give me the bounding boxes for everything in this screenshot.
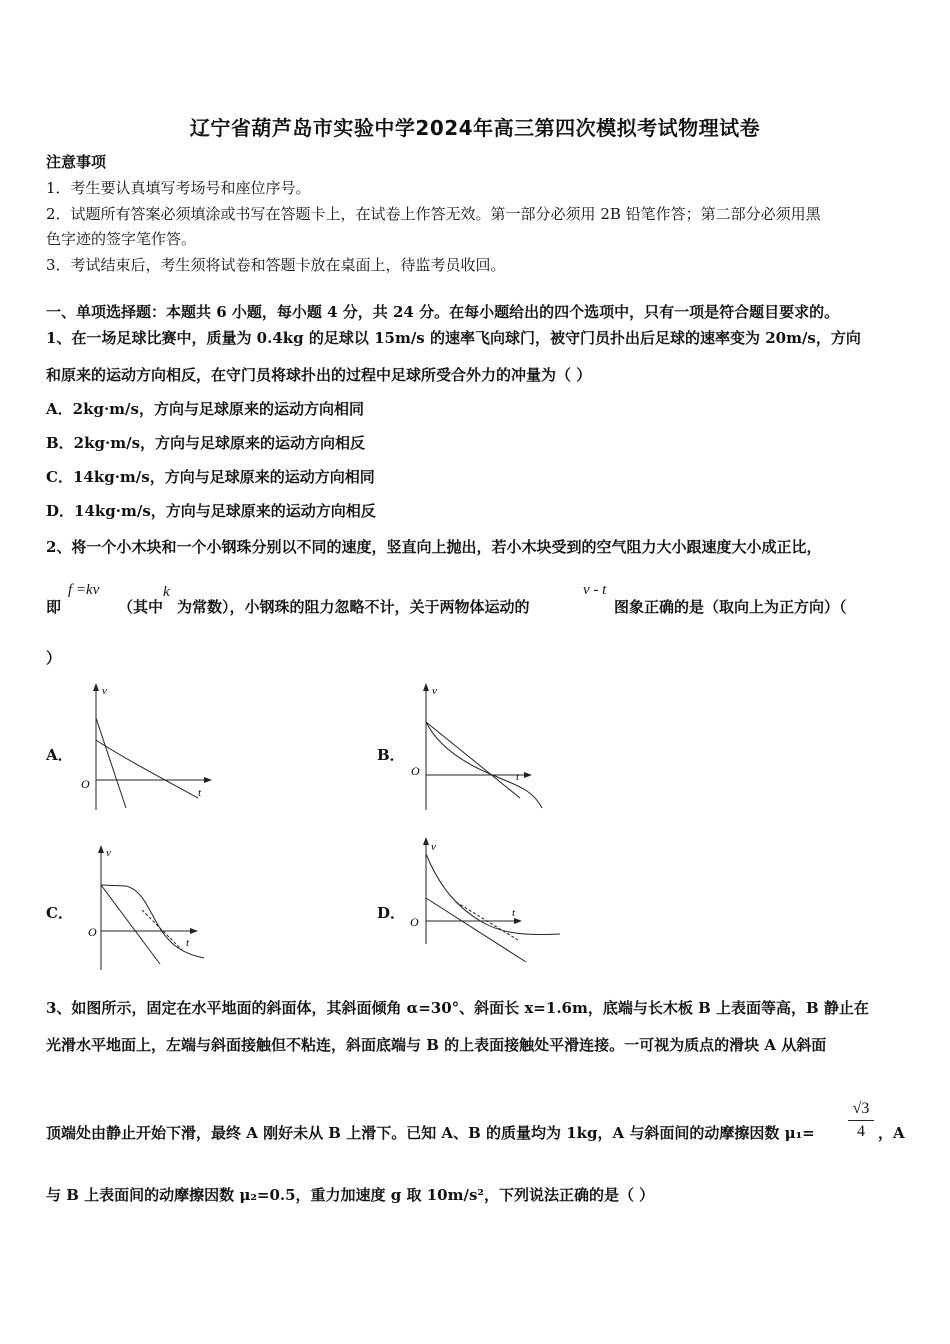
notice-item-3: 3．考试结束后，考生须将试卷和答题卡放在桌面上，待监考员收回。 xyxy=(46,256,506,274)
notice-heading: 注意事项 xyxy=(46,153,107,171)
graph-d-steel-line xyxy=(426,898,526,962)
q1-stem-line2: 和原来的运动方向相反，在守门员将球扑出的过程中足球所受合外力的冲量为（ ） xyxy=(46,366,592,384)
q2-option-d-label: D． xyxy=(377,904,406,922)
q2-formula-f: f =kv xyxy=(68,582,100,598)
page-title: 辽宁省葫芦岛市实验中学2024年高三第四次模拟考试物理试卷 xyxy=(189,116,761,140)
q1-option-b: B．2kg·m/s，方向与足球原来的运动方向相反 xyxy=(46,434,366,452)
graph-a-t-label: t xyxy=(198,787,202,799)
q3-stem-line1: 3、如图所示，固定在水平地面的斜面体，其斜面倾角 α=30°、斜面长 x=1.6m，底端与长木板 B 上表面等高，B 静止在 xyxy=(46,999,869,1017)
graph-a-origin: O xyxy=(81,777,90,791)
graph-a-wood-curve xyxy=(96,740,198,798)
graph-b-origin: O xyxy=(411,764,420,778)
graph-d-t-arrow xyxy=(514,918,522,924)
q1-stem-line1: 1、在一场足球比赛中，质量为 0.4kg 的足球以 15m/s 的速率飞向球门，被守门员扑出后足球的速率变为 20m/s，方向 xyxy=(46,329,861,347)
q2-option-c-label: C． xyxy=(46,904,73,922)
q3-fraction-numerator: √3 xyxy=(852,1100,870,1117)
graph-d-wood-curve xyxy=(426,854,560,935)
graph-a-v-arrow xyxy=(93,683,99,691)
graph-c-t-arrow xyxy=(190,928,198,934)
graph-b-v-arrow xyxy=(423,683,429,691)
q2-option-b-label: B． xyxy=(377,746,405,764)
q1-option-c: C．14kg·m/s，方向与足球原来的运动方向相同 xyxy=(46,468,375,486)
graph-b-wood-curve xyxy=(426,722,542,808)
graph-d-v-arrow xyxy=(423,837,429,845)
q2-option-a-label: A． xyxy=(46,746,73,764)
graph-d-t-label: t xyxy=(512,907,516,919)
q1-option-a: A．2kg·m/s，方向与足球原来的运动方向相同 xyxy=(46,400,364,418)
graph-c-v-arrow xyxy=(98,845,104,853)
graph-d xyxy=(400,836,570,971)
q3-stem-line4: 与 B 上表面间的动摩擦因数 μ₂=0.5，重力加速度 g 取 10m/s²，下列说法正确的是（ ） xyxy=(46,1186,655,1204)
notice-item-1: 1．考生要认真填写考场号和座位序号。 xyxy=(46,179,311,197)
q2-prefix: 即 xyxy=(46,598,62,616)
graph-a xyxy=(70,680,220,815)
graph-c-steel-line xyxy=(101,885,160,964)
q2-formula-vt: v - t xyxy=(583,582,607,598)
q3-fraction-denominator: 4 xyxy=(857,1123,865,1140)
graph-a-t-arrow xyxy=(204,777,212,783)
q2-text-mid1: （其中 xyxy=(118,598,164,616)
graph-b-v-label: v xyxy=(432,685,437,697)
q2-formula-k: k xyxy=(163,584,170,600)
q3-fraction-mu1 xyxy=(846,1100,876,1141)
graph-a-v-label: v xyxy=(102,685,107,697)
graph-c-v-label: v xyxy=(106,847,111,859)
q3-stem-line3-tail: ，A xyxy=(878,1124,905,1142)
q2-stem-close: ） xyxy=(46,649,62,667)
section-heading: 一、单项选择题：本题共 6 小题，每小题 4 分，共 24 分。在每小题给出的四个选项中，只有一项是符合题目要求的。 xyxy=(46,303,840,321)
graph-c-origin: O xyxy=(88,925,97,939)
graph-b xyxy=(400,680,550,815)
q3-stem-line2: 光滑水平地面上，左端与斜面接触但不粘连，斜面底端与 B 的上表面接触处平滑连接。一可视为质点的滑块 A 从斜面 xyxy=(46,1036,827,1054)
graph-c-t-label: t xyxy=(186,937,190,949)
graph-b-t-label: t xyxy=(516,771,520,783)
q3-stem-line3: 顶端处由静止开始下滑，最终 A 刚好未从 B 上滑下。已知 A、B 的质量均为 1kg，A 与斜面间的动摩擦因数 μ₁= xyxy=(46,1124,815,1142)
graph-c-tangent-dashed xyxy=(142,910,182,950)
q2-text-suffix: 图象正确的是（取向上为正方向）（ xyxy=(614,598,847,616)
q1-option-d: D．14kg·m/s，方向与足球原来的运动方向相反 xyxy=(46,502,376,520)
q2-text-mid2: 为常数），小钢珠的阻力忽略不计，关于两物体运动的 xyxy=(177,598,530,616)
graph-c xyxy=(76,840,226,975)
notice-item-2-cont: 色字迹的签字笔作答。 xyxy=(46,230,197,248)
graph-b-t-arrow xyxy=(524,772,532,778)
q2-stem-line1: 2、将一个小木块和一个小钢珠分别以不同的速度，竖直向上抛出，若小木块受到的空气阻力大小跟速度大小成正比， xyxy=(46,538,822,556)
notice-item-2: 2．试题所有答案必须填涂或书写在答题卡上，在试卷上作答无效。第一部分必须用 2B 铅笔作答；第二部分必须用黑 xyxy=(46,205,821,223)
graph-b-steel-line xyxy=(426,722,520,798)
graph-d-origin: O xyxy=(410,915,419,929)
graph-a-steel-line xyxy=(96,718,126,808)
graph-d-v-label: v xyxy=(431,841,436,853)
